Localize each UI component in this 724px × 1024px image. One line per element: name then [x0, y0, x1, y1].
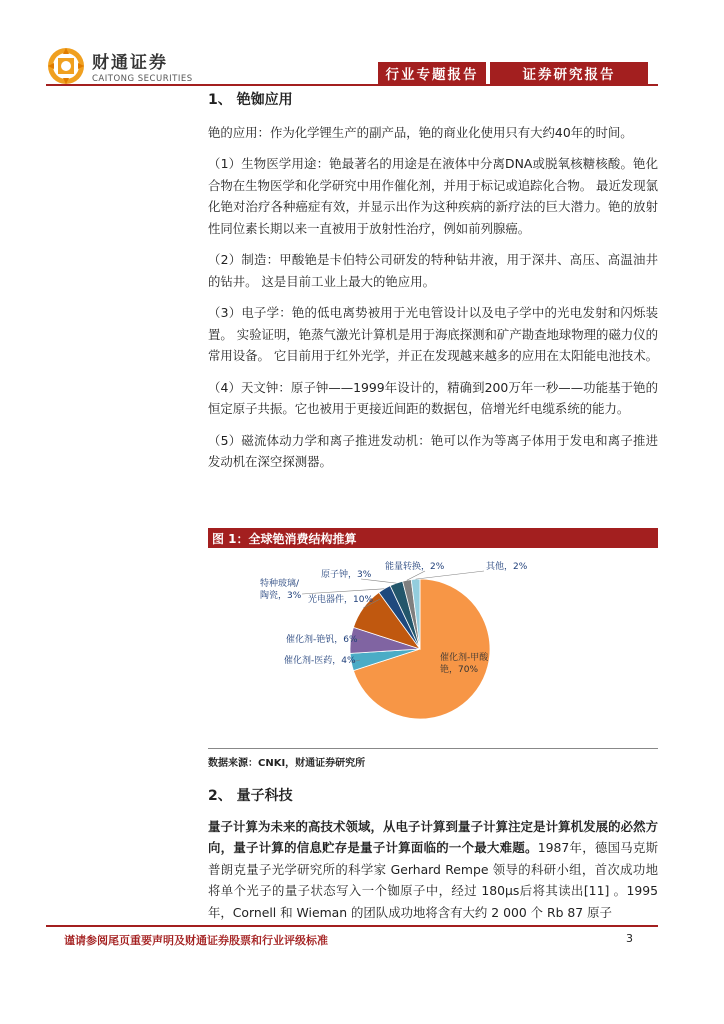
page-number: 3: [626, 932, 633, 945]
header-divider: [46, 84, 658, 86]
pie-leader-4: [302, 589, 384, 594]
figure-divider: [208, 748, 658, 749]
usage-item-manufacturing: （2）制造：甲酸铯是卡伯特公司研发的特种钻井液，用于深井、高压、高温油井的钻井。 这是目前工业上最大的铯应用。: [208, 252, 658, 289]
caitong-logo-icon: [46, 46, 86, 86]
pie-label-7: 其他，2%: [486, 562, 528, 572]
pie-label-6: 能量转换，2%: [385, 562, 445, 572]
figure-source: 数据来源：CNKI，财通证券研究所: [208, 758, 366, 769]
usage-item-propulsion: （5）磁流体动力学和离子推进发动机：铯可以作为等离子体用于发电和离子推进发动机在深空探测器。: [208, 432, 658, 469]
pie-label-1: 催化剂-医药，4%: [284, 656, 356, 666]
usage-item-atomic-clock: （4）天文钟：原子钟——1999年设计的，精确到200万年一秒——功能基于铯的恒定原子共振。它也被用于更接近间距的数据包，倍增光纤电缆系统的能力。: [208, 379, 658, 416]
pie-label-3: 光电器件，10%: [308, 595, 374, 605]
section-2-heading: 2、 量子科技: [208, 788, 293, 804]
logo-name-en: CAITONG SECURITIES: [92, 74, 193, 84]
pie-label-2: 催化剂-铯钒，6%: [286, 635, 358, 645]
footer-disclaimer: 谨请参阅尾页重要声明及财通证券股票和行业评级标准: [64, 934, 328, 947]
header-tag-securities-report: 证券研究报告: [490, 62, 648, 84]
section-2: [208, 786, 658, 923]
pie-label-4: 特种玻璃/陶瓷，3%: [260, 579, 302, 601]
section-1-heading: 1、 铯铷应用: [208, 92, 293, 108]
usage-item-electronics: （3）电子学：铯的低电离势被用于光电管设计以及电子学中的光电发射和闪烁装置。 实验证明，铯蒸气激光计算机是用于海底探测和矿产勘查地球物理的磁力仪的常用设备。 它目前用于红外光学，并正在发现越来越多的应用在太阳能电池技术。: [208, 305, 659, 363]
figure-title: 图 1：全球铯消费结构推算: [208, 528, 658, 548]
section-1: [208, 90, 658, 473]
pie-leader-7: [416, 571, 484, 579]
usage-item-biomedical: （1）生物医学用途：铯最著名的用途是在液体中分离DNA或脱氧核糖核酸。铯化合物在生物医学和化学研究中用作催化剂，并用于标记或追踪化合物。 最近发现氯化铯对治疗各种癌症有效，并显示出作为这种疾病的新疗法的巨大潜力。铯的放射性同位素长期以来一直被用于放射性治疗，例如前列腺癌。: [208, 156, 659, 236]
logo-name-cn: 财通证券: [92, 53, 168, 73]
section-2-paragraph: [208, 816, 658, 924]
section-2-lead-sentence: 量子计算为未来的高技术领域，从电子计算到量子计算注定是计算机发展的必然方向，量子计算的信息贮存是量子计算面临的一个最大难题。: [208, 818, 658, 855]
section-1-intro: 铯的应用：作为化学锂生产的副产品，铯的商业化使用只有大约40年的时间。: [208, 124, 633, 140]
section-2-body: 1987年，德国马克斯普朗克量子光学研究所的科学家 Gerhard Rempe 领导的科研小组，首次成功地将单个光子的量子状态写入一个铷原子中，经过 180μs后将其读出[11] 。1995 年，Cornell 和 Wieman 的团队成功地将含有大约 2 000 个 Rb 87 原子: [208, 840, 658, 920]
company-logo: [46, 46, 193, 86]
footer-divider: [46, 925, 658, 927]
pie-label-0: 催化剂-甲酸铯，70%: [440, 653, 489, 675]
cesium-consumption-pie-chart: [208, 550, 658, 746]
header-tag-industry-report: 行业专题报告: [378, 62, 486, 84]
pie-label-5: 原子钟，3%: [321, 570, 372, 580]
